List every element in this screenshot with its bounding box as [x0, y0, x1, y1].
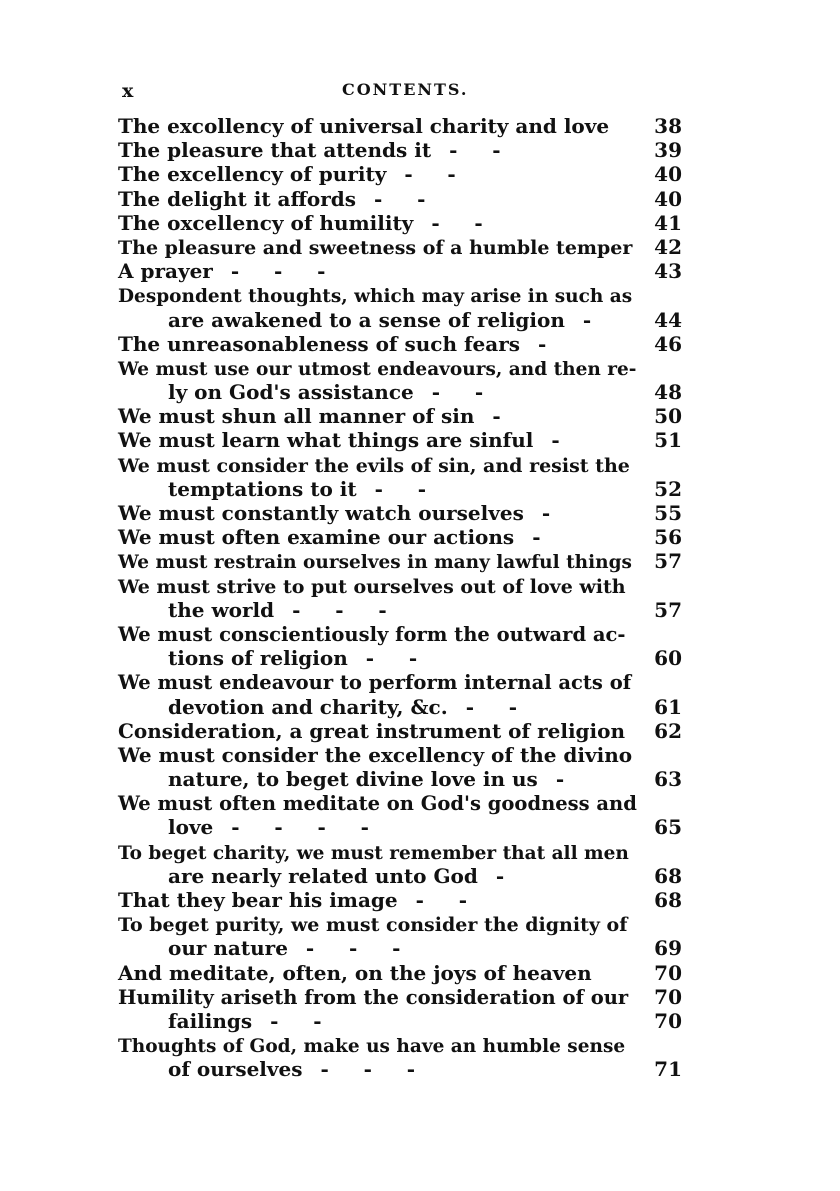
leader-dashes: - - [431, 380, 484, 405]
toc-entry-title: We must consider the evils of sin, and resist the [118, 454, 630, 477]
toc-entry-line [118, 187, 690, 211]
toc-entry-line [118, 961, 690, 985]
toc-entry-line [118, 646, 690, 670]
toc-page-number: 68 [654, 888, 682, 912]
toc-entry-title: To beget purity, we must consider the dignity of [118, 914, 628, 937]
toc-entry [118, 259, 690, 283]
leader-dashes: - - - [320, 1057, 416, 1082]
toc-entry-line [118, 211, 690, 235]
toc-entry-line [118, 864, 690, 888]
toc-entry [118, 549, 690, 573]
toc-page-number: 70 [654, 984, 682, 1009]
toc-entry [118, 356, 690, 404]
toc-entry-line [118, 1033, 690, 1057]
toc-entry [118, 211, 690, 235]
toc-page-number: 46 [654, 331, 682, 356]
toc-entry [118, 961, 690, 985]
toc-entry-line [118, 138, 690, 162]
toc-entry-line [118, 912, 690, 936]
toc-entry-title: We must constantly watch ourselves [118, 501, 524, 525]
toc-entry-line [118, 235, 690, 259]
toc-entry-line [118, 767, 690, 791]
toc-entry-title: are awakened to a sense of religion [168, 307, 565, 332]
toc-entry-line [118, 332, 690, 356]
toc-entry-title: Humility ariseth from the consideration of our [118, 985, 629, 1009]
toc-page-number: 70 [654, 960, 682, 985]
toc-entry-line [118, 549, 690, 573]
leader-dashes: - - - [292, 597, 387, 622]
toc-entry [118, 574, 690, 622]
toc-page-number: 52 [654, 476, 682, 501]
toc-entry-line [118, 162, 690, 186]
leader-dashes: - - - [230, 259, 326, 284]
toc-entry [118, 235, 690, 259]
toc-entry-line [118, 743, 690, 767]
leader-dashes: - - - - [231, 815, 369, 840]
toc-page-number: 41 [654, 210, 682, 235]
toc-page-number: 71 [654, 1057, 682, 1082]
leader-dashes: - - [449, 138, 501, 163]
toc-entry [118, 622, 690, 670]
toc-entry-title: Despondent thoughts, which may arise in such as [118, 286, 633, 308]
toc-entry-line [118, 670, 690, 694]
toc-entry-title: ly on God's assistance [168, 380, 414, 405]
toc-entry-line [118, 259, 690, 283]
toc-entry-title: And meditate, often, on the joys of heaven [118, 960, 592, 985]
toc-entry-title: We must often meditate on God's goodness and [118, 792, 637, 816]
toc-entry [118, 501, 690, 525]
toc-page-number: 42 [654, 234, 682, 259]
toc-entry [118, 985, 690, 1009]
toc-entry-title: We must endeavour to perform internal acts of [118, 671, 632, 695]
toc-entry-title: of ourselves [168, 1057, 303, 1082]
toc-entry-title: The unreasonableness of such fears [118, 331, 521, 356]
toc-entry [118, 840, 690, 888]
toc-page-number: 40 [654, 186, 682, 211]
leader-dashes: - - [374, 186, 426, 211]
leader-dashes: - - [431, 210, 483, 235]
toc-page-number: 44 [654, 307, 682, 332]
toc-entry [118, 428, 690, 452]
toc-page-number: 43 [654, 259, 682, 284]
toc-entry [118, 1009, 690, 1033]
toc-entry [118, 791, 690, 839]
leader-dashes: - - [415, 888, 468, 912]
toc-entry-title: To beget charity, we must remember that all men [118, 842, 629, 864]
leader-dashes: - - [404, 162, 456, 187]
toc-entry-line [118, 477, 690, 501]
toc-entry [118, 114, 690, 138]
toc-entry-line [118, 622, 690, 646]
toc-entry-title: tions of religion [168, 646, 348, 671]
toc-entry-line [118, 453, 690, 477]
toc-entry-line [118, 695, 690, 719]
toc-entry-title: The pleasure and sweetness of a humble temper [118, 236, 633, 259]
toc-page-number: 60 [654, 646, 682, 671]
toc-entry-title: the world [168, 597, 275, 622]
toc-entry-line [118, 114, 690, 138]
toc-entry-line [118, 598, 690, 622]
toc-page-number: 57 [654, 549, 682, 574]
toc-entry-title: The excellency of purity [118, 162, 387, 187]
toc-entry-line [118, 1057, 690, 1081]
toc-entry-title: A prayer [118, 259, 213, 284]
toc-entry-title: devotion and charity, &c. [168, 694, 448, 719]
page-number: x [122, 80, 134, 102]
toc-page-number: 61 [654, 694, 682, 719]
toc-entry-title: temptations to it [168, 476, 357, 501]
toc-entry-line [118, 574, 690, 598]
toc-entry-line [118, 719, 690, 743]
toc-entry [118, 743, 690, 791]
toc-entry-title: We must consider the excellency of the divino [118, 742, 633, 767]
toc-entry [118, 404, 690, 428]
toc-entry-title: Thoughts of God, make us have an humble sense [118, 1036, 626, 1058]
toc-page-number: 39 [654, 138, 682, 163]
toc-entry-line [118, 1009, 690, 1033]
toc-page-number: 51 [654, 428, 682, 453]
toc-entry-line [118, 815, 690, 839]
toc-page-number: 48 [654, 380, 682, 405]
toc-entry-title: We must strive to put ourselves out of love with [118, 575, 626, 598]
leader-dashes: - [541, 501, 551, 525]
toc-entry-title: We must shun all manner of sin [118, 404, 475, 429]
toc-entry-line [118, 985, 690, 1009]
toc-entry-title: failings [168, 1008, 253, 1033]
toc-page-number: 63 [654, 767, 682, 792]
toc-page-number: 65 [654, 815, 682, 840]
leader-dashes: - [551, 428, 560, 453]
leader-dashes: - [492, 404, 501, 429]
toc-entry-line [118, 501, 690, 525]
toc-entry-title: We must use our utmost endeavours, and then re- [118, 358, 637, 380]
toc-page-number: 56 [654, 525, 682, 550]
toc-entry [118, 888, 690, 912]
toc-entry-title: The excollency of universal charity and love [118, 114, 610, 138]
running-title: CONTENTS. [342, 80, 469, 99]
leader-dashes: - [555, 767, 565, 792]
toc-page-number: 57 [654, 597, 682, 622]
leader-dashes: - - - [305, 936, 401, 961]
toc-page-number: 40 [654, 162, 682, 187]
toc-page-number: 62 [654, 718, 682, 743]
toc-entry-title: That they bear his image [118, 888, 398, 912]
toc-entry-title: Consideration, a great instrument of religion [118, 718, 626, 743]
toc-entry [118, 332, 690, 356]
table-of-contents [118, 114, 690, 1082]
toc-entry-line [118, 428, 690, 452]
toc-entry-title: The delight it affords [118, 186, 357, 211]
leader-dashes: - - [465, 694, 518, 719]
toc-page-number: 69 [654, 936, 682, 961]
toc-entry [118, 670, 690, 718]
toc-entry [118, 453, 690, 501]
toc-entry-title: our nature [168, 936, 288, 961]
toc-entry-title: We must restrain ourselves in many lawful things [118, 552, 632, 574]
toc-entry-title: are nearly related unto God [168, 863, 478, 888]
toc-entry-line [118, 404, 690, 428]
toc-entry-title: We must conscientiously form the outward ac- [118, 622, 626, 646]
toc-entry-title: love [168, 815, 214, 840]
toc-entry-line [118, 525, 690, 549]
leader-dashes: - - [365, 646, 418, 671]
toc-entry-line [118, 840, 690, 864]
toc-page-number: 50 [654, 404, 682, 429]
toc-entry [118, 162, 690, 186]
leader-dashes: - [538, 331, 547, 356]
toc-page-number: 55 [654, 501, 682, 525]
leader-dashes: - [495, 863, 505, 888]
toc-entry-title: The pleasure that attends it [118, 138, 432, 163]
toc-entry [118, 187, 690, 211]
toc-entry-line [118, 936, 690, 960]
toc-entry-line [118, 888, 690, 912]
toc-entry-title: The oxcellency of humility [118, 210, 414, 235]
toc-entry-title: We must learn what things are sinful [118, 428, 534, 453]
leader-dashes: - - [270, 1008, 322, 1033]
toc-entry-line [118, 308, 690, 332]
toc-page-number: 70 [654, 1008, 682, 1033]
toc-entry-line [118, 283, 690, 307]
toc-entry-title: We must often examine our actions [118, 525, 515, 550]
toc-entry [118, 525, 690, 549]
leader-dashes: - - [374, 476, 427, 501]
leader-dashes: - [582, 307, 592, 332]
toc-entry [118, 1033, 690, 1081]
toc-entry [118, 283, 690, 331]
page-header [122, 80, 682, 102]
toc-entry-line [118, 380, 690, 404]
leader-dashes: - [532, 525, 541, 550]
toc-page-number: 38 [654, 114, 682, 138]
toc-entry-line [118, 791, 690, 815]
toc-entry [118, 138, 690, 162]
toc-entry-line [118, 356, 690, 380]
toc-page-number: 68 [654, 863, 682, 888]
toc-entry [118, 719, 690, 743]
toc-entry-title: nature, to beget divine love in us [168, 767, 538, 792]
toc-entry [118, 912, 690, 960]
